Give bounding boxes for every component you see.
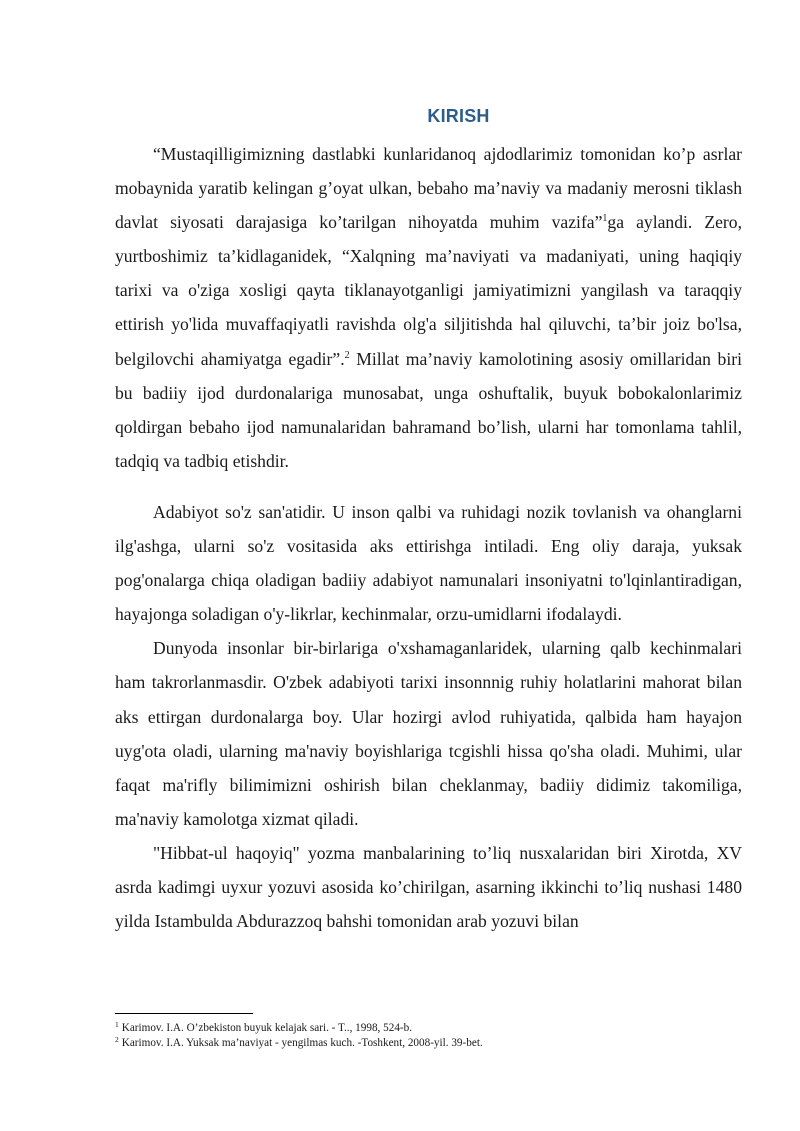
paragraph-1-part-a: “Mustaqilligimizning dastlabki kunlaridanoq ajdodlarimiz tomonidan ko’p asrlar mobaynida yaratib kelingan g’oyat ulkan, bebaho ma’naviy va madaniy merosni tiklash davlat siyosati darajasiga ko’tarilgan nihoyatda muhim vazifa” (115, 144, 742, 233)
paragraph-1-part-b: ga aylandi. Zero, yurtboshimiz ta’kidlaganidek, “Xalqning ma’naviyati va madaniyati, uning haqiqiy tarixi va o'ziga xosligi qayta tiklanayotganligi jamiyatimizni yangilash va taraqqiy ettirish yo'lida muvaffaqiyatli ravishda olg'a siljitishda hal qiluvchi, ta’bir joiz bo'lsa, belgilovchi ahamiyatga egadir”. (115, 212, 742, 369)
paragraph-4: "Hibbat-ul haqoyiq" yozma manbalarining to’liq nusxalaridan biri Xirotda, XV asrda kadimgi uyxur yozuvi asosida ko’chirilgan, asarning ikkinchi to’liq nushasi 1480 yilda Istambulda Abdurazzoq bahshi tomonidan arab yozuvi bilan (115, 842, 742, 932)
footnote-ref-1[interactable]: 1 (602, 213, 608, 225)
footnote-1 (115, 1021, 742, 1036)
footnote-2-text: Karimov. I.A. Yuksak ma’naviyat - yengilmas kuch. -Toshkent, 2008-yil. 39-bet. (121, 1037, 483, 1049)
footnote-2-number: 2 (115, 1035, 119, 1044)
footnote-separator (115, 1013, 253, 1014)
paragraph-3: Dunyoda insonlar bir-birlariga o'xshamaganlaridek, ularning qalb kechinmalari ham takrorlanmasdir. O'zbek adabiyoti tarixi insonnnig ruhiy holatlarini mahorat bilan aks ettirgan durdonalarga boy. Ular hozirgi avlod ruhiyatida, qalbida ham hayajon uyg'ota oladi, ularning ma'naviy boyishlariga tcgishli hissa qo'sha oladi. Muhimi, ular faqat ma'rifly bilimimizni oshirish bilan cheklanmay, badiiy didimiz takomiliga, ma'naviy kamolotga xizmat qiladi. (115, 638, 742, 829)
page-title: KIRISH (427, 106, 490, 126)
footnote-1-text: Karimov. I.A. O’zbekiston buyuk kelajak sari. - T.., 1998, 524-b. (121, 1022, 413, 1034)
paragraph-1 (115, 137, 742, 478)
footnote-2 (115, 1036, 742, 1051)
document-body (115, 100, 742, 938)
footnotes (115, 1021, 742, 1051)
footnote-1-number: 1 (115, 1020, 119, 1029)
paragraph-1-part-c: Millat ma’naviy kamolotining asosiy omillaridan biri bu badiiy ijod durdonalariga munosabat, unga oshuftalik, buyuk bobokalonlarimiz qoldirgan bebaho ijod namunalaridan bahramand bo’lish, ularni har tomonlama tahlil, tadqiq va tadbiq etishdir. (115, 348, 742, 471)
paragraph-2: Adabiyot so'z san'atidir. U inson qalbi va ruhidagi nozik tovlanish va ohanglarni ilg'ashga, ularni so'z vositasida aks ettirishga intiladi. Eng oliy daraja, yuksak pog'onalarga chiqa oladigan badiiy adabiyot namunalari insoniyatni to'lqinlantiradigan, hayajonga soladigan o'y-likrlar, kechinmalar, orzu-umidlarni ifodalaydi. (115, 501, 742, 625)
footnote-ref-2[interactable]: 2 (344, 349, 350, 361)
